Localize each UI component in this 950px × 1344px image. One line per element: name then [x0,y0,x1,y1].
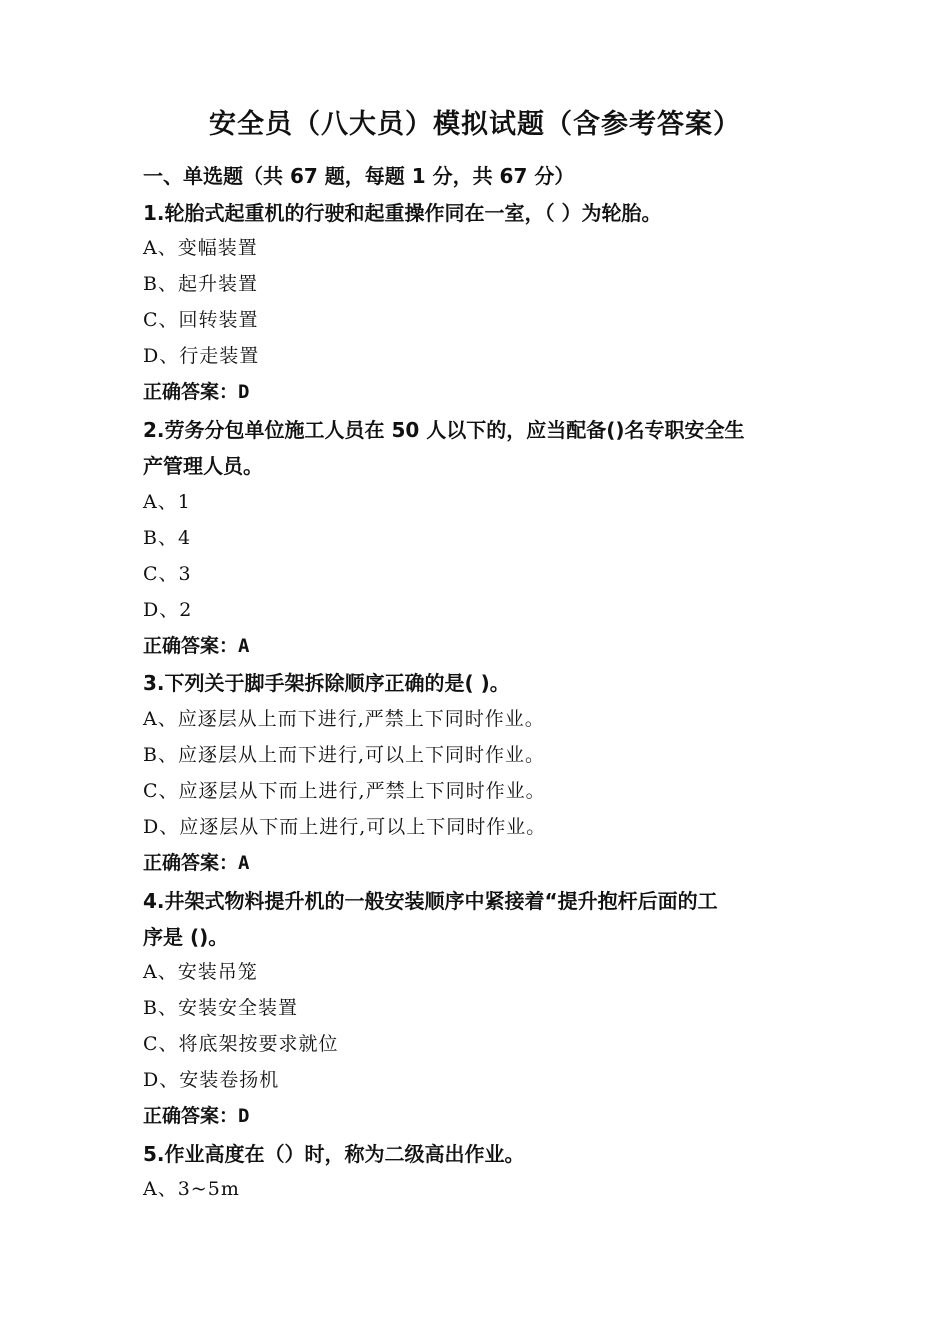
question-5-option-a: A、3~5m [143,1178,240,1200]
question-3-answer: 正确答案：A [143,852,250,874]
question-2-stem-line1: 2.劳务分包单位施工人员在 50 人以下的，应当配备()名专职安全生 [143,418,745,442]
question-4-option-b: B、安装安全装置 [143,997,298,1019]
question-4-answer: 正确答案：D [143,1105,250,1127]
question-2-option-a: A、1 [143,491,191,513]
question-4-option-d: D、安装卷扬机 [143,1069,280,1091]
question-4-stem-line1: 4.井架式物料提升机的一般安装顺序中紧接着“提升抱杆后面的工 [143,889,718,913]
question-3-option-c: C、应逐层从下而上进行,严禁上下同时作业。 [143,780,546,802]
question-2-option-c: C、3 [143,563,192,585]
question-3-stem: 3.下列关于脚手架拆除顺序正确的是( )。 [143,671,510,695]
question-3-option-b: B、应逐层从上而下进行,可以上下同时作业。 [143,744,546,766]
question-3-option-a: A、应逐层从上而下进行,严禁上下同时作业。 [143,708,545,730]
section-header: 一、单选题（共 67 题，每题 1 分，共 67 分） [143,164,575,188]
question-1-option-b: B、起升装置 [143,273,258,295]
question-1-option-a: A、变幅装置 [143,237,258,259]
question-3-option-d: D、应逐层从下而上进行,可以上下同时作业。 [143,816,547,838]
question-1-stem: 1.轮胎式起重机的行驶和起重操作同在一室，（ ）为轮胎。 [143,201,662,225]
question-5-stem: 5.作业高度在（）时，称为二级高出作业。 [143,1142,525,1166]
question-2-option-d: D、2 [143,599,193,621]
question-2-option-b: B、4 [143,527,192,549]
question-1-option-c: C、回转装置 [143,309,259,331]
question-2-stem-line2: 产管理人员。 [143,454,263,478]
question-4-stem-line2: 序是 ()。 [143,925,229,949]
question-2-answer: 正确答案：A [143,635,250,657]
question-1-option-d: D、行走装置 [143,345,260,367]
question-4-option-a: A、安装吊笼 [143,961,258,983]
question-4-option-c: C、将底架按要求就位 [143,1033,339,1055]
question-1-answer: 正确答案：D [143,381,250,403]
document-title: 安全员（八大员）模拟试题（含参考答案） [209,109,741,140]
